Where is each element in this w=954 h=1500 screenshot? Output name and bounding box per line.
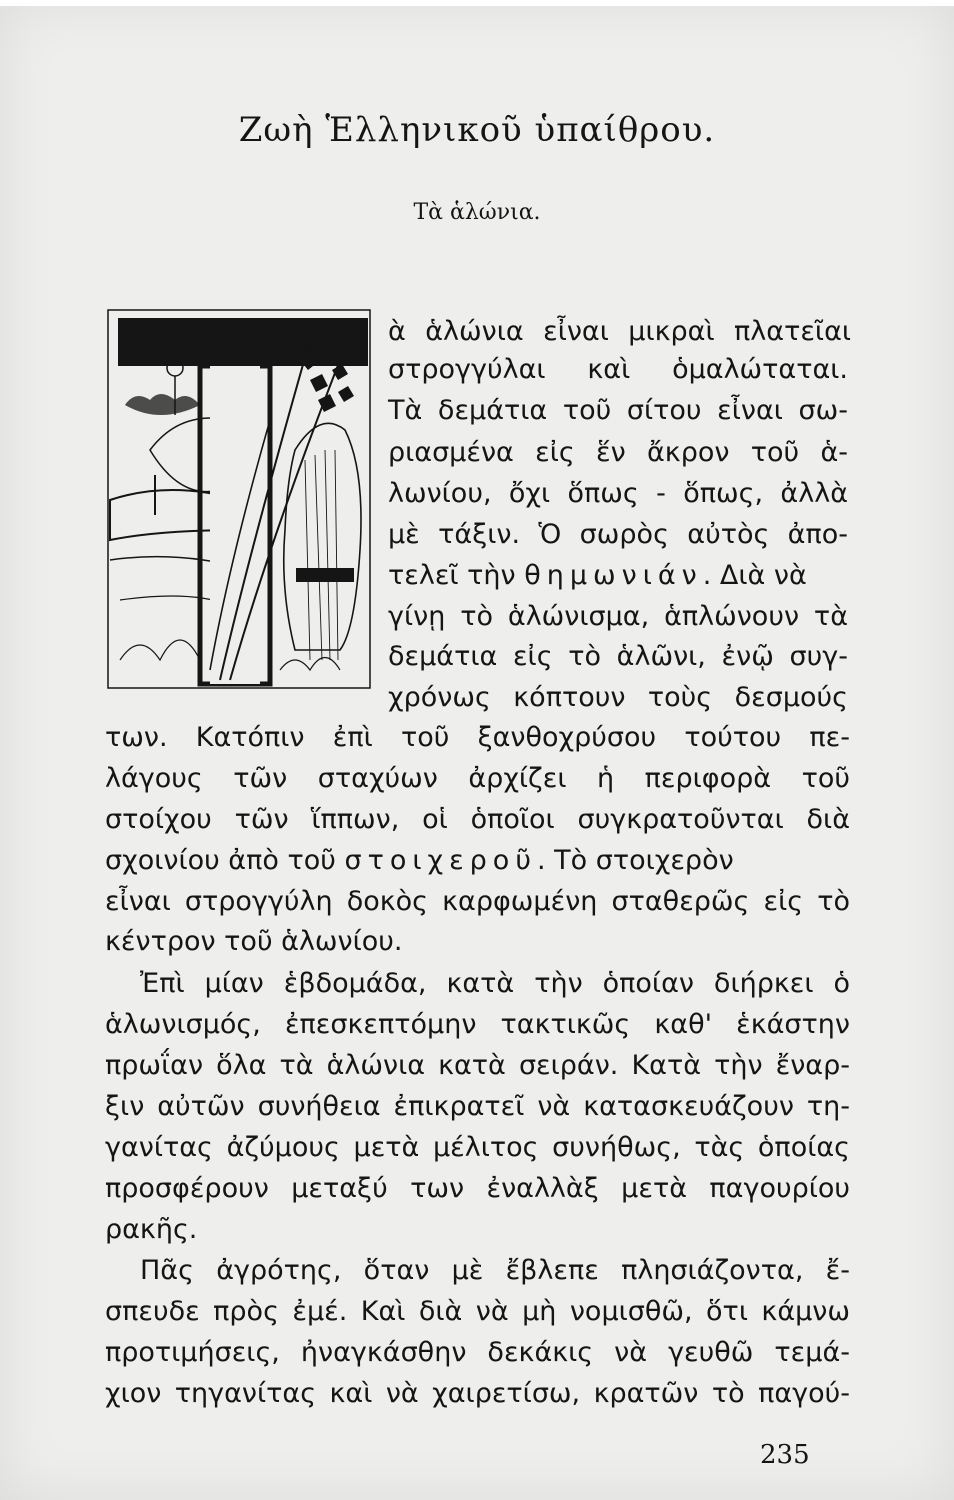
- text-line: γίνῃ τὸ ἁλώνισμα, ἁπλώνουν τὰ: [388, 601, 848, 632]
- text-line: δεμάτια εἰς τὸ ἁλῶνι, ἐνῷ συγ-: [388, 641, 848, 672]
- text-line: λάγους τῶν σταχύων ἀρχίζει ἡ περιφορὰ τοῦ: [105, 763, 850, 794]
- text-line: ἁλωνισμός, ἐπεσκεπτόμην τακτικῶς καθ' ἑκάστην: [105, 1009, 850, 1040]
- text-line: λωνίου, ὄχι ὅπως - ὅπως, ἀλλὰ: [388, 478, 848, 509]
- text-line: Πᾶς ἀγρότης, ὅταν μὲ ἔβλεπε πλησιάζοντα, ἔ-: [140, 1255, 850, 1286]
- text-line: Τὰ δεμάτια τοῦ σίτου εἶναι σω-: [388, 395, 848, 426]
- text-line: ὰ ἁλώνια εἶναι μικραὶ πλατεῖαι: [388, 316, 851, 347]
- page-top-edge: [0, 0, 954, 6]
- text-segment: . Διὰ νὰ: [702, 560, 807, 591]
- text-line: ξιν αὐτῶν συνήθεια ἐπικρατεῖ νὰ κατασκευάζουν τη-: [105, 1091, 850, 1122]
- text-line: πρωΐαν ὅλα τὰ ἁλώνια κατὰ σειράν. Κατὰ τὴν ἔναρ-: [105, 1050, 850, 1081]
- text-line: εἶναι στρογγύλη δοκὸς καρφωμένη σταθερῶς εἰς τὸ: [105, 886, 850, 917]
- page-number: 235: [760, 1440, 810, 1470]
- spaced-term: θημωνιάν: [524, 560, 703, 591]
- text-segment: . Τὸ στοιχερὸν: [536, 845, 734, 876]
- drop-cap-illustration: [100, 300, 375, 695]
- text-line: Ἐπὶ μίαν ἑβδομάδα, κατὰ τὴν ὁποίαν διήρκει ὁ: [140, 968, 850, 999]
- text-line: στρογγύλαι καὶ ὁμαλώταται.: [388, 354, 848, 385]
- text-line: κέντρον τοῦ ἁλωνίου.: [105, 926, 403, 957]
- text-line: μὲ τάξιν. Ὁ σωρὸς αὐτὸς ἀπο-: [388, 519, 848, 550]
- show-through: [120, 80, 127, 105]
- text-line: προτιμήσεις, ἠναγκάσθην δεκάκις νὰ γευθῶ τεμά-: [105, 1337, 850, 1368]
- text-line: σπευδε πρὸς ἐμέ. Καὶ διὰ νὰ μὴ νομισθῶ, ὅτι κάμνω: [105, 1296, 850, 1327]
- text-line: γανίτας ἀζύμους μετὰ μέλιτος συνήθως, τὰς ὁποίας: [105, 1132, 850, 1163]
- text-line: των. Κατόπιν ἐπὶ τοῦ ξανθοχρύσου τούτου πε-: [105, 722, 850, 753]
- spaced-term: στοιχεροῦ: [344, 845, 537, 876]
- text-line: στοίχου τῶν ἵππων, οἱ ὁποῖοι συγκρατοῦνται διὰ: [105, 804, 850, 835]
- text-line: χρόνως κόπτουν τοὺς δεσμούς: [388, 682, 848, 713]
- text-line: [388, 562, 848, 589]
- text-segment: τελεῖ τὴν: [388, 560, 525, 591]
- chapter-subtitle: Τὰ ἁλώνια.: [413, 200, 541, 225]
- text-line: ριασμένα εἰς ἕν ἄκρον τοῦ ἁ-: [388, 437, 848, 468]
- chapter-title: Ζωὴ Ἑλληνικοῦ ὑπαίθρου.: [238, 110, 716, 150]
- text-line: χιον τηγανίτας καὶ νὰ χαιρετίσω, κρατῶν τὸ παγού-: [105, 1378, 850, 1409]
- text-line: [105, 847, 850, 874]
- text-segment: σχοινίου ἀπὸ τοῦ: [105, 845, 345, 876]
- text-line: προσφέρουν μεταξύ των ἐναλλὰξ μετὰ παγουρίου: [105, 1173, 850, 1204]
- text-line: ρακῆς.: [105, 1214, 198, 1245]
